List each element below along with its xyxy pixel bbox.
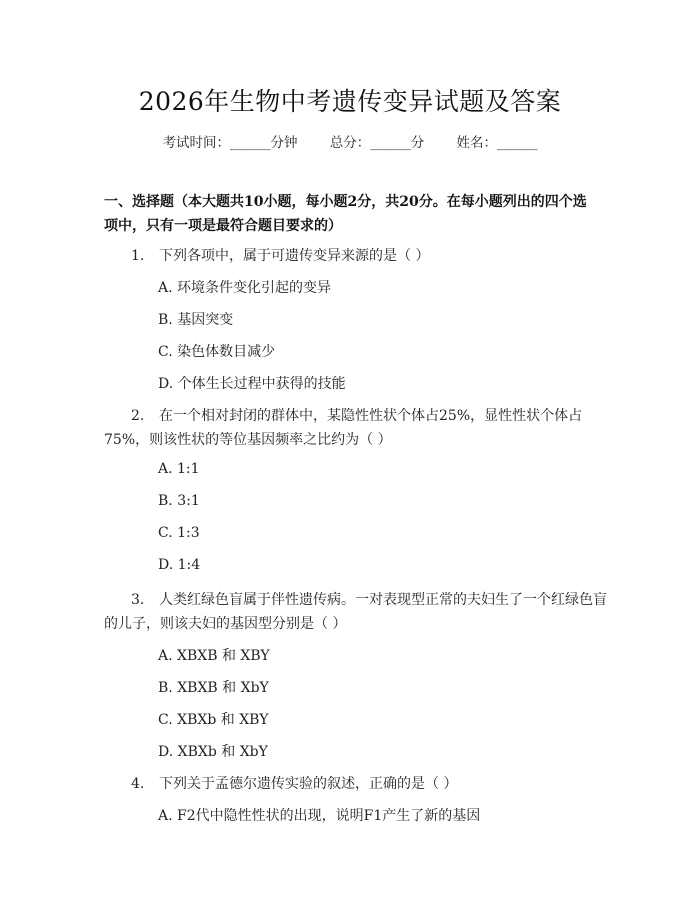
section-heading-line: 项中，只有一项是最符合题目要求的） <box>104 218 342 234</box>
option: A. XBXB 和 XBY <box>158 648 270 664</box>
question-number: 3. <box>131 592 145 608</box>
time-field <box>162 135 297 151</box>
option: B. XBXB 和 XbY <box>158 680 269 696</box>
name-label: 姓名： <box>456 135 498 151</box>
question-text: 下列各项中，属于可遗传变异来源的是（ ） <box>159 248 430 264</box>
question-2 <box>131 405 582 425</box>
time-unit: 分钟 <box>270 135 298 151</box>
question-text: 在一个相对封闭的群体中，某隐性性状个体占25%，显性性状个体占 <box>159 408 583 424</box>
exam-meta <box>0 131 700 151</box>
score-label: 总分： <box>329 135 371 151</box>
question-text-cont: 75%，则该性状的等位基因频率之比约为（ ） <box>104 432 392 448</box>
option: D. XBXb 和 XbY <box>158 744 268 760</box>
question-number: 1. <box>131 248 145 264</box>
time-blank: ______ <box>229 135 271 151</box>
option: D. 个体生长过程中获得的技能 <box>158 376 346 392</box>
score-unit: 分 <box>410 135 425 151</box>
option: B. 基因突变 <box>158 312 234 328</box>
score-blank: ______ <box>370 135 411 151</box>
question-text: 下列关于孟德尔遗传实验的叙述，正确的是（ ） <box>159 776 458 792</box>
question-number: 4. <box>131 776 145 792</box>
question-3 <box>131 589 607 609</box>
option: A. F2代中隐性性状的出现，说明F1产生了新的基因 <box>158 808 481 824</box>
question-4 <box>131 773 457 793</box>
name-blank: ______ <box>497 135 538 151</box>
option: C. 染色体数目减少 <box>158 344 276 360</box>
score-field <box>330 135 425 151</box>
name-field <box>457 135 538 151</box>
question-text: 人类红绿色盲属于伴性遗传病。一对表现型正常的夫妇生了一个红绿色盲 <box>159 592 607 608</box>
option: B. 3:1 <box>158 493 200 509</box>
question-number: 2. <box>131 408 145 424</box>
question-text-cont: 的儿子，则该夫妇的基因型分别是（ ） <box>104 616 347 632</box>
time-label: 考试时间： <box>162 135 230 151</box>
option: D. 1:4 <box>158 557 201 573</box>
page-title: 2026年生物中考遗传变异试题及答案 <box>138 87 562 116</box>
option: A. 环境条件变化引起的变异 <box>158 280 332 296</box>
option: A. 1:1 <box>158 461 200 477</box>
question-1 <box>131 245 429 265</box>
option: C. 1:3 <box>158 525 200 541</box>
section-heading-line: 一、选择题（本大题共10小题，每小题2分，共20分。在每小题列出的四个选 <box>104 194 587 210</box>
section-heading <box>104 190 604 238</box>
option: C. XBXb 和 XBY <box>158 712 269 728</box>
